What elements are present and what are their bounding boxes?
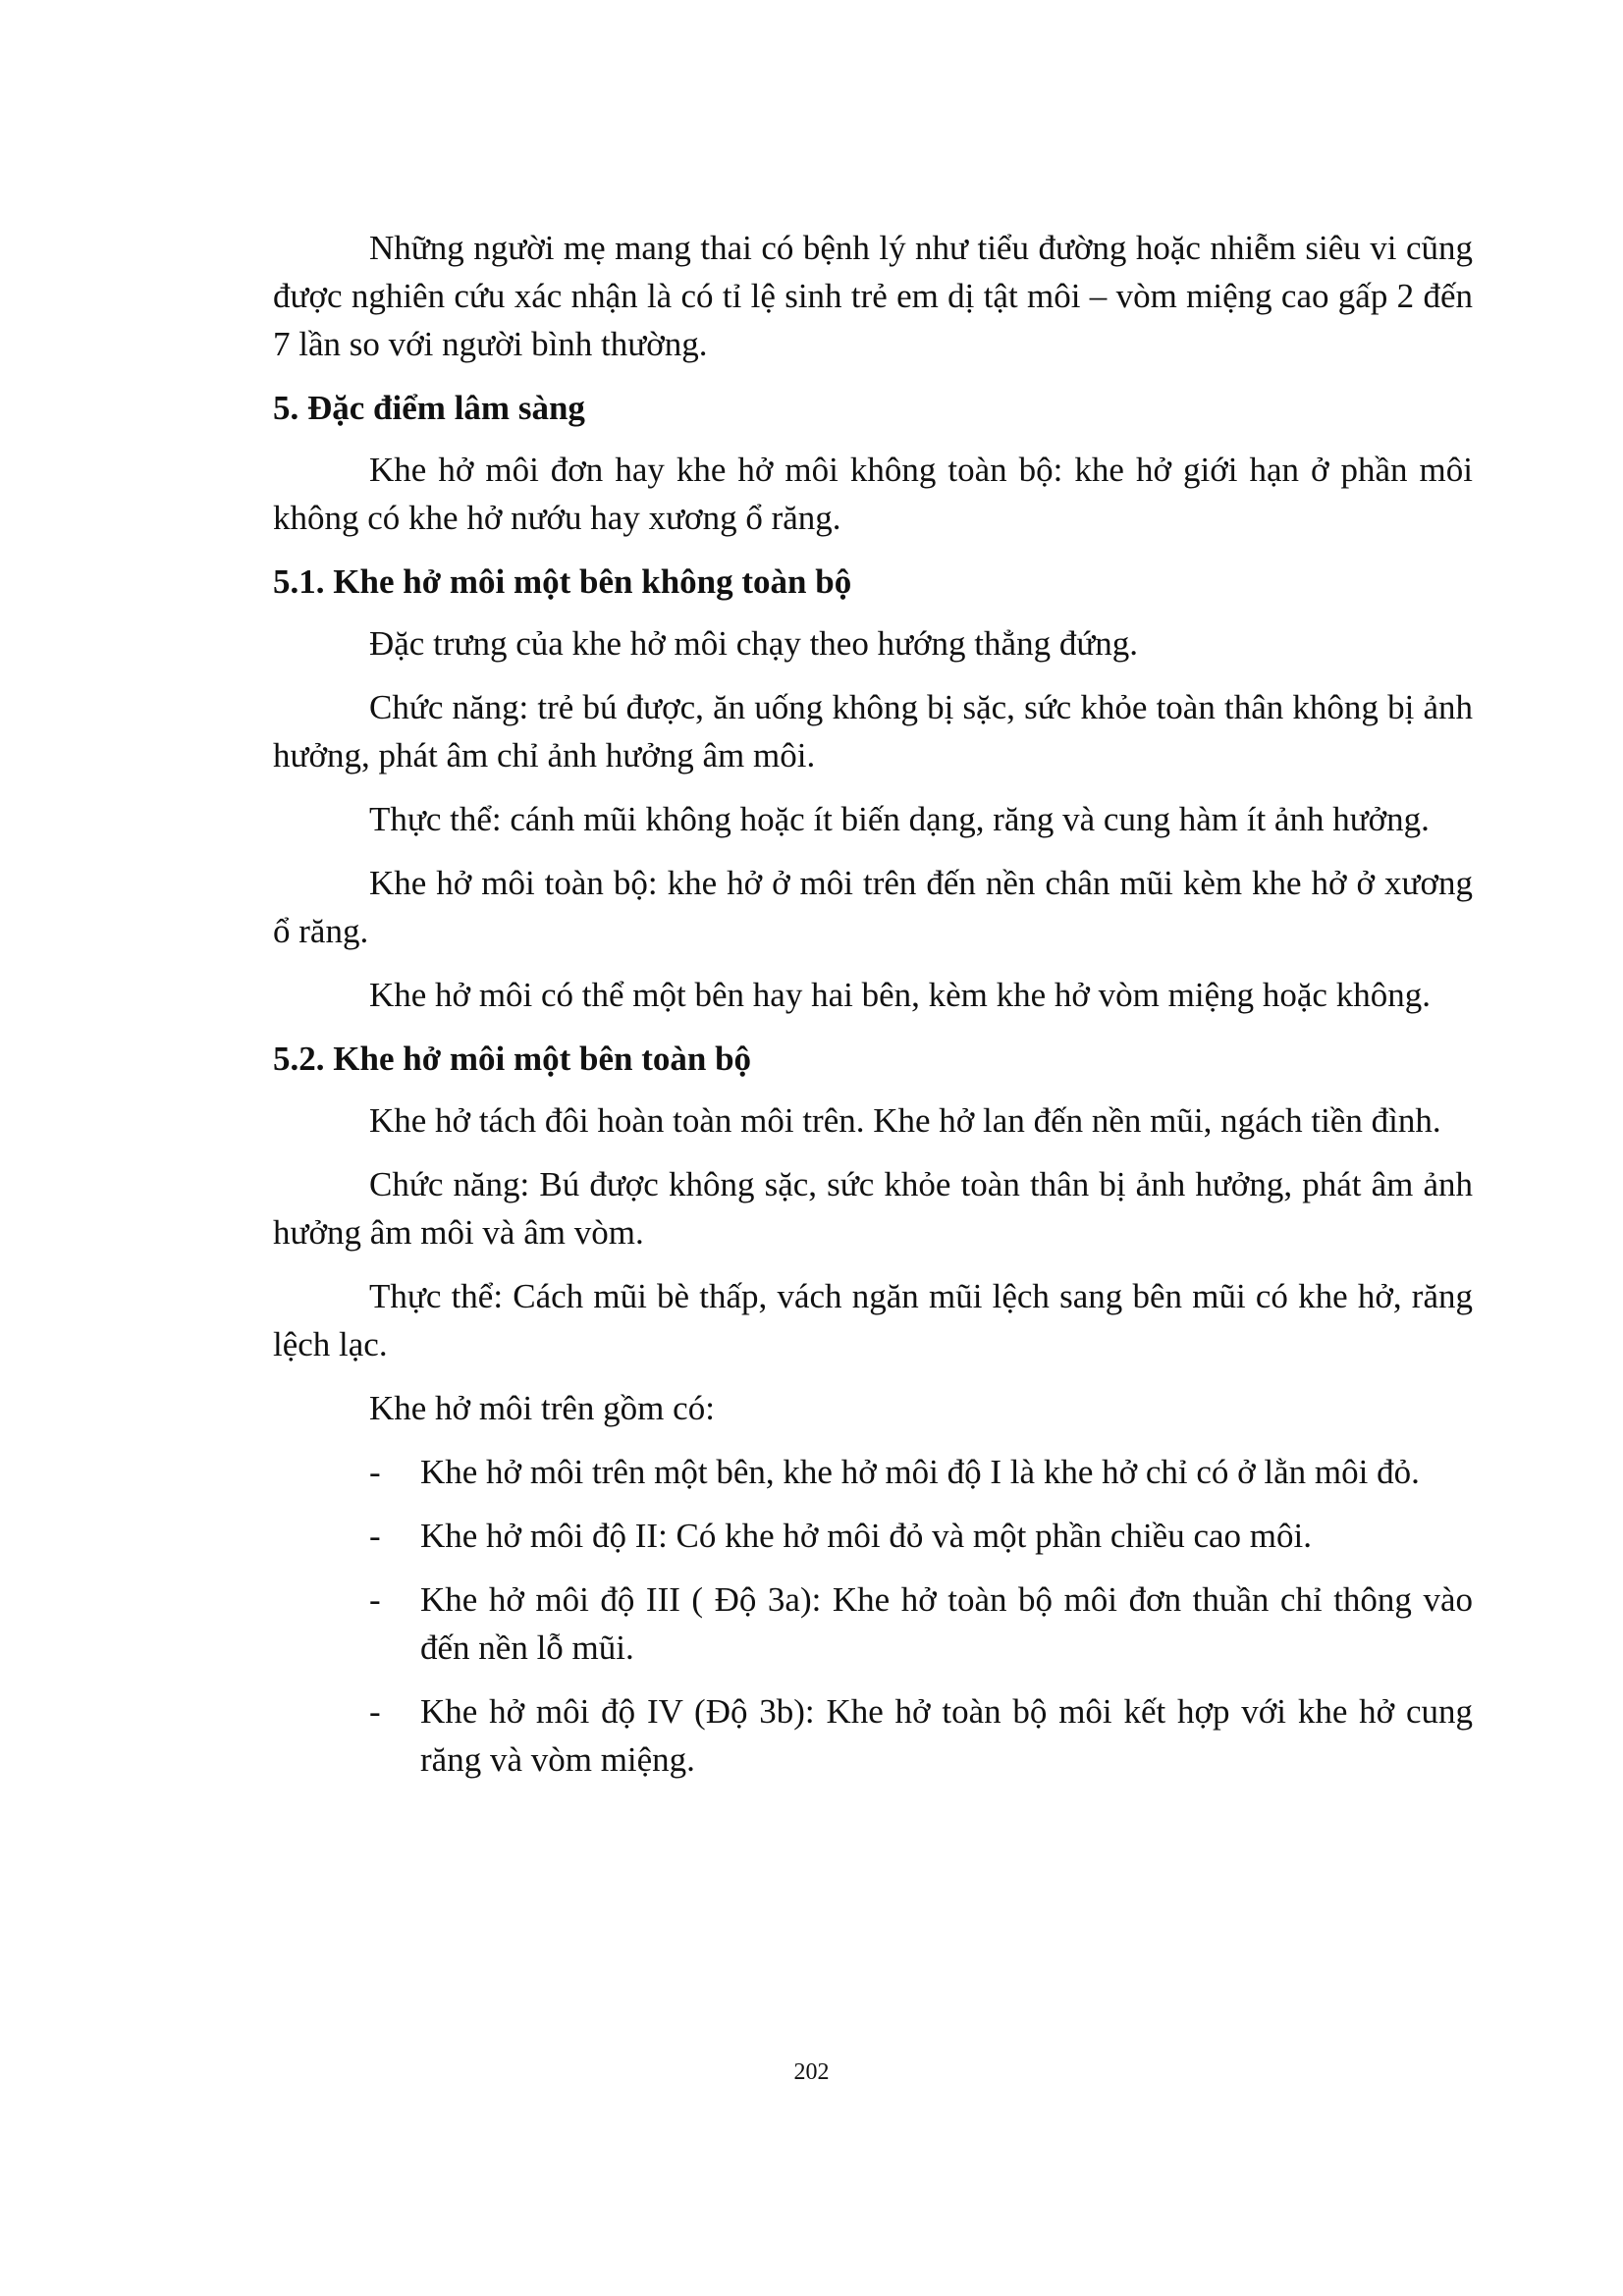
heading-unilateral-complete: 5.2. Khe hở môi một bên toàn bộ — [273, 1040, 752, 1078]
list-dash: - — [369, 1453, 381, 1491]
page-content — [273, 224, 1473, 1799]
paragraph-complete-split: Khe hở tách đôi hoàn toàn môi trên. Khe hở lan đến nền mũi, ngách tiền đình. — [369, 1101, 1441, 1140]
heading-unilateral-incomplete: 5.1. Khe hở môi một bên không toàn bộ — [273, 562, 852, 601]
paragraph-function-incomplete: Chức năng: trẻ bú được, ăn uống không bị sặc, sức khỏe toàn thân không bị ảnh hưởng, phát âm chỉ ảnh hưởng âm môi. — [273, 688, 1473, 774]
list-item — [273, 1512, 1473, 1560]
paragraph-simple-cleft: Khe hở môi đơn hay khe hở môi không toàn bộ: khe hở giới hạn ở phần môi không có khe hở nướu hay xương ổ răng. — [273, 451, 1473, 537]
paragraph-function-complete: Chức năng: Bú được không sặc, sức khỏe toàn thân bị ảnh hưởng, phát âm ảnh hưởng âm môi và âm vòm. — [273, 1165, 1473, 1252]
list-item — [273, 1575, 1473, 1672]
list-dash: - — [369, 1580, 381, 1619]
list-item-text: Khe hở môi trên một bên, khe hở môi độ I là khe hở chỉ có ở lằn môi đỏ. — [420, 1453, 1420, 1491]
paragraph-physical-complete: Thực thể: Cách mũi bè thấp, vách ngăn mũi lệch sang bên mũi có khe hở, răng lệch lạc. — [273, 1277, 1473, 1363]
paragraph-physical-incomplete: Thực thể: cánh mũi không hoặc ít biến dạng, răng và cung hàm ít ảnh hưởng. — [369, 800, 1430, 838]
cleft-degree-list — [273, 1448, 1473, 1784]
paragraph-cleft-types-intro: Khe hở môi trên gồm có: — [369, 1389, 715, 1427]
list-item-text: Khe hở môi độ III ( Độ 3a): Khe hở toàn bộ môi đơn thuần chỉ thông vào đến nền lỗ mũi. — [420, 1580, 1473, 1667]
list-dash: - — [369, 1692, 381, 1731]
paragraph-mothers-risk: Những người mẹ mang thai có bệnh lý như tiểu đường hoặc nhiễm siêu vi cũng được nghiên cứu xác nhận là có tỉ lệ sinh trẻ em dị tật môi – vòm miệng cao gấp 2 đến 7 lần so với người bình thường. — [273, 229, 1473, 363]
list-item-text: Khe hở môi độ IV (Độ 3b): Khe hở toàn bộ môi kết hợp với khe hở cung răng và vòm miệng. — [420, 1692, 1473, 1779]
heading-clinical-features: 5. Đặc điểm lâm sàng — [273, 389, 585, 427]
list-dash: - — [369, 1517, 381, 1555]
list-item — [273, 1448, 1473, 1496]
page-number: 202 — [793, 2059, 830, 2085]
paragraph-characteristic: Đặc trưng của khe hở môi chạy theo hướng thẳng đứng. — [369, 624, 1139, 663]
list-item — [273, 1687, 1473, 1784]
paragraph-uni-bilateral: Khe hở môi có thể một bên hay hai bên, kèm khe hở vòm miệng hoặc không. — [369, 976, 1431, 1014]
paragraph-complete-cleft: Khe hở môi toàn bộ: khe hở ở môi trên đến nền chân mũi kèm khe hở ở xương ổ răng. — [273, 864, 1473, 950]
list-item-text: Khe hở môi độ II: Có khe hở môi đỏ và một phần chiều cao môi. — [420, 1517, 1312, 1555]
